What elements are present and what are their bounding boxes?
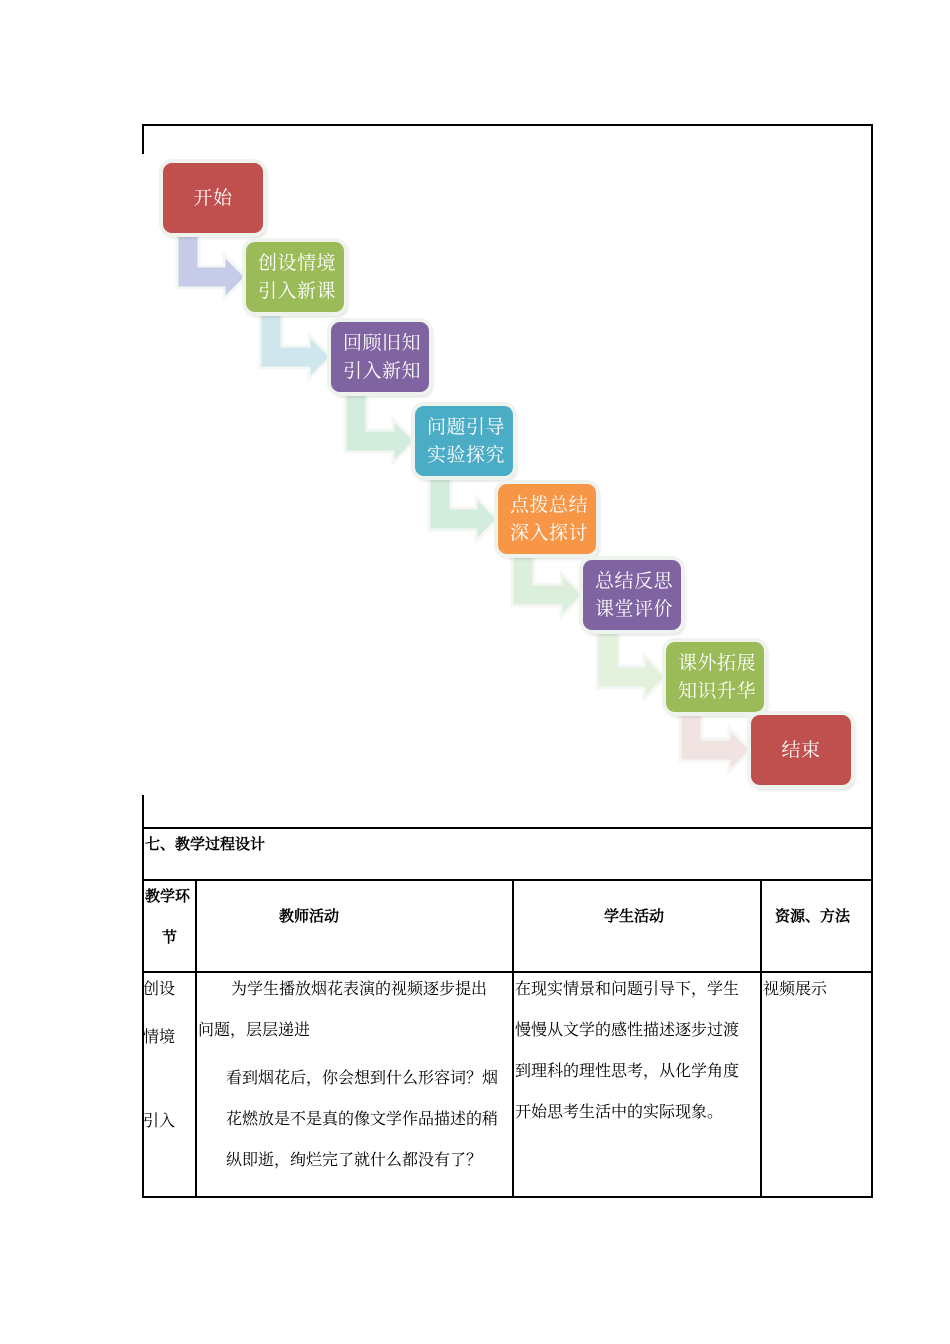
flow-step-label: 点拨总结 (510, 494, 589, 516)
flow-arrow-7 (680, 712, 751, 772)
flow-step-label: 引入新课 (258, 280, 337, 302)
flow-step-6 (583, 560, 681, 630)
flow-step-label: 实验探究 (427, 444, 506, 466)
teacher-line-4: 花燃放是不是真的像文学作品描述的稍 (226, 1109, 499, 1128)
header-stage-line2: 节 (162, 928, 178, 946)
flow-arrow-2 (260, 312, 331, 379)
table-col-3 (760, 879, 762, 1198)
flow-step-label: 深入探讨 (510, 522, 589, 544)
flow-step-label: 课堂评价 (595, 598, 674, 620)
table-divider-title (142, 879, 873, 881)
flow-step-label: 问题引导 (427, 416, 506, 438)
flow-step-1 (163, 163, 263, 233)
flow-step-2 (246, 242, 344, 312)
flow-step-label: 知识升华 (678, 680, 757, 702)
flow-step-label: 总结反思 (595, 570, 674, 592)
header-resource: 资源、方法 (775, 907, 851, 925)
teacher-line-2: 问题，层层递进 (198, 1020, 311, 1039)
flow-step-4 (415, 406, 513, 476)
teacher-line-1: 为学生播放烟花表演的视频逐步提出 (231, 979, 488, 998)
flow-arrow-4 (429, 476, 498, 541)
flow-arrow-3 (345, 392, 415, 463)
header-stage-line1: 教学环 (145, 887, 191, 905)
student-line-2: 慢慢从文学的感性描述逐步过渡 (515, 1020, 740, 1039)
student-line-3: 到理科的理性思考，从化学角度 (515, 1061, 740, 1080)
flow-step-label: 结束 (781, 739, 821, 761)
teacher-line-3: 看到烟花后，你会想到什么形容词？烟 (226, 1068, 499, 1087)
flow-step-label: 创设情境 (258, 252, 337, 274)
section-title: 七、教学过程设计 (145, 835, 266, 853)
flow-step-label: 回顾旧知 (343, 332, 422, 354)
student-line-1: 在现实情景和问题引导下，学生 (515, 979, 740, 998)
student-line-4: 开始思考生活中的实际现象。 (515, 1102, 724, 1121)
flow-step-label: 开始 (193, 187, 233, 209)
flow-step-7 (666, 642, 764, 712)
flow-step-3 (331, 322, 429, 392)
row-stage-line2: 情境 (143, 1027, 176, 1046)
flow-arrow-5 (512, 554, 583, 617)
table-col-2 (512, 879, 514, 1198)
flow-arrow-1 (177, 233, 246, 299)
flow-step-8 (751, 715, 851, 785)
flow-arrow-6 (597, 630, 666, 699)
header-student: 学生活动 (604, 907, 665, 925)
flow-step-label: 课外拓展 (678, 652, 757, 674)
flow-step-5 (498, 484, 596, 554)
header-teacher: 教师活动 (279, 907, 340, 925)
flow-step-label: 引入新知 (343, 360, 422, 382)
teacher-line-5: 纵即逝，绚烂完了就什么都没有了？ (226, 1150, 483, 1169)
row-stage-line3: 引入 (143, 1111, 176, 1130)
row-stage-line1: 创设 (143, 979, 176, 998)
table-col-1 (195, 879, 197, 1198)
table-border-bottom (142, 1196, 873, 1198)
row-resource: 视频展示 (763, 979, 828, 998)
